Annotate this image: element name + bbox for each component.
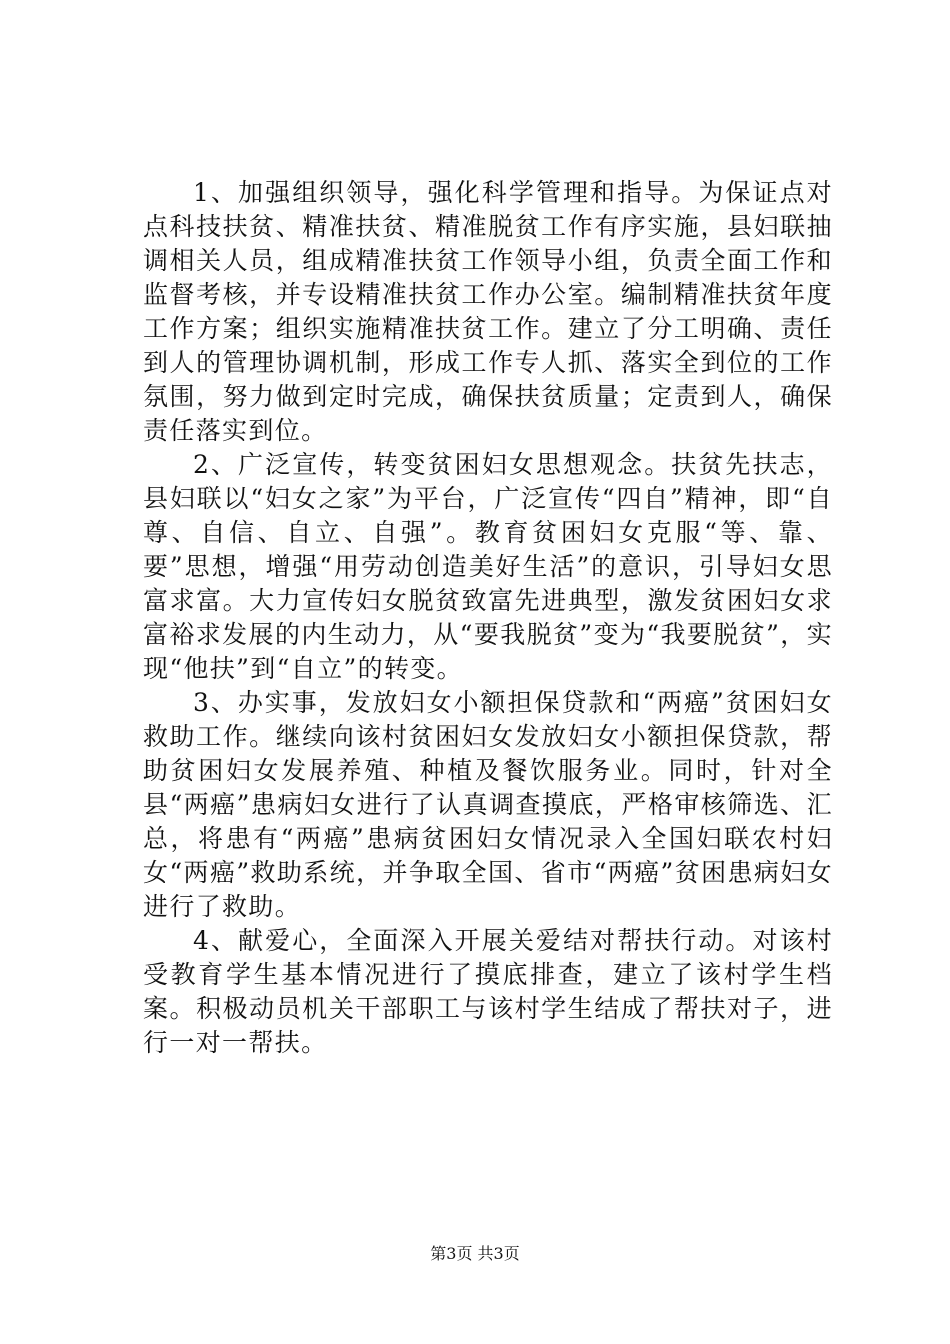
document-body xyxy=(143,176,833,1060)
paragraph-2: 2、广泛宣传，转变贫困妇女思想观念。扶贫先扶志，县妇联以“妇女之家”为平台，广泛宣传“四自”精神，即“自尊、自信、自立、自强”。教育贫困妇女克服“等、靠、要”思想，增强“用劳动创造美好生活”的意识，引导妇女思富求富。大力宣传妇女脱贫致富先进典型，激发贫困妇女求富裕求发展的内生动力，从“要我脱贫”变为“我要脱贫”，实现“他扶”到“自立”的转变。 xyxy=(143,450,833,683)
paragraph-3: 3、办实事，发放妇女小额担保贷款和“两癌”贫困妇女救助工作。继续向该村贫困妇女发放妇女小额担保贷款，帮助贫困妇女发展养殖、种植及餐饮服务业。同时，针对全县“两癌”患病妇女进行了认真调查摸底，严格审核筛选、汇总，将患有“两癌”患病贫困妇女情况录入全国妇联农村妇女“两癌”救助系统，并争取全国、省市“两癌”贫困患病妇女进行了救助。 xyxy=(143,688,833,921)
paragraph-4: 4、献爱心，全面深入开展关爱结对帮扶行动。对该村受教育学生基本情况进行了摸底排查，建立了该村学生档案。积极动员机关干部职工与该村学生结成了帮扶对子，进行一对一帮扶。 xyxy=(143,926,833,1057)
paragraph-1: 1、加强组织领导，强化科学管理和指导。为保证点对点科技扶贫、精准扶贫、精准脱贫工作有序实施，县妇联抽调相关人员，组成精准扶贫工作领导小组，负责全面工作和监督考核，并专设精准扶贫工作办公室。编制精准扶贫年度工作方案；组织实施精准扶贫工作。建立了分工明确、责任到人的管理协调机制，形成工作专人抓、落实全到位的工作氛围，努力做到定时完成，确保扶贫质量；定责到人，确保责任落实到位。 xyxy=(143,178,833,445)
page-number-footer: 第3页 共3页 xyxy=(430,1244,520,1263)
